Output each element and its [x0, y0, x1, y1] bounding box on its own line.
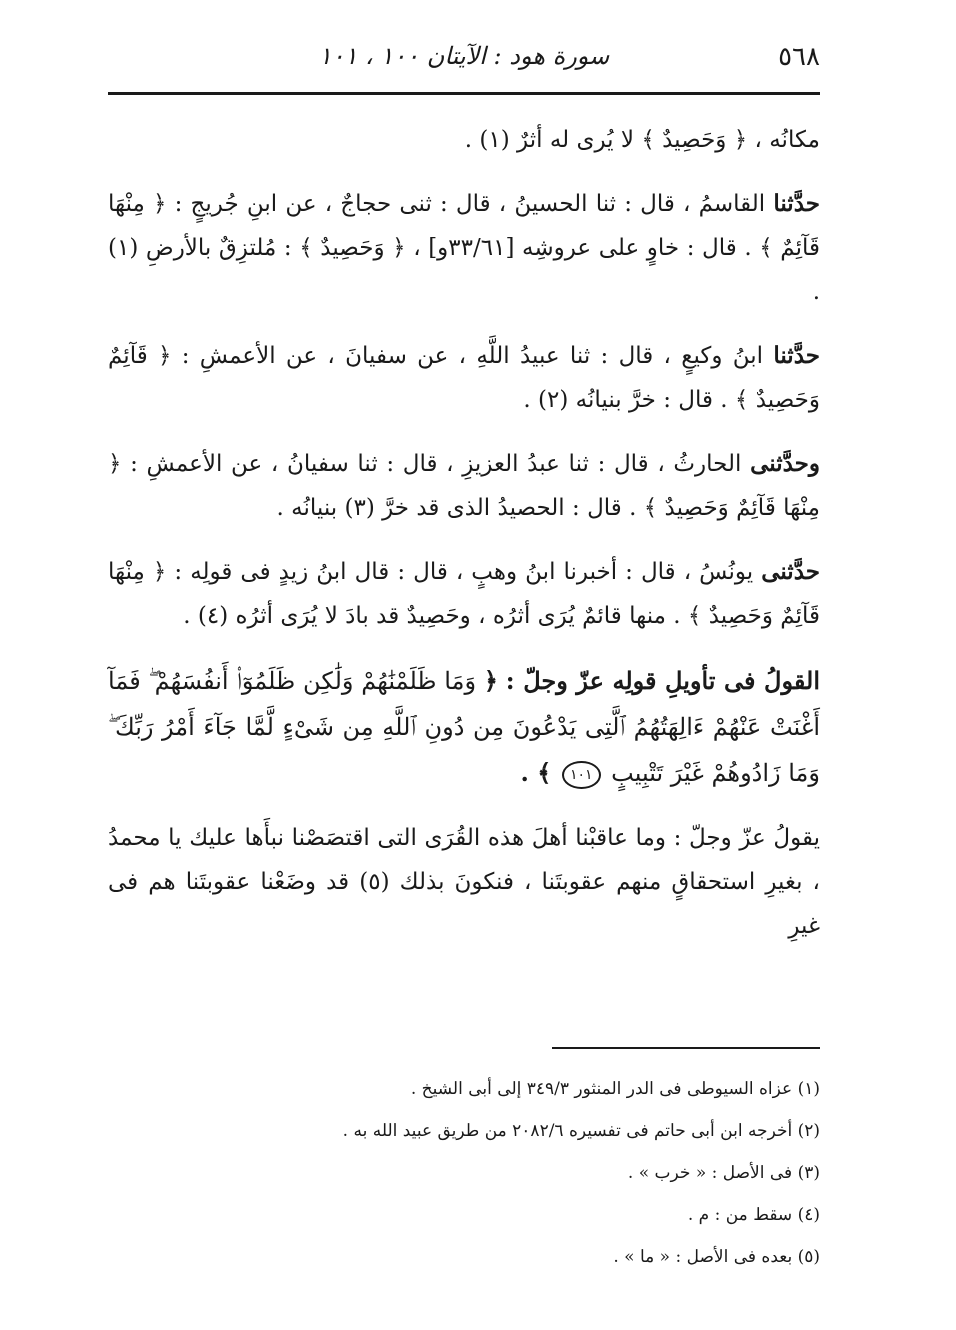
footnotes — [108, 1068, 820, 1278]
footnote-rule — [552, 1047, 820, 1049]
footnote-4: (٤) سقط من : م . — [687, 1205, 820, 1225]
page-number: ٥٦٨ — [778, 42, 820, 72]
quran-section-heading: القولُ فى تأويلِ قولِه عزّ وجلّ : — [505, 666, 821, 695]
running-head: سورة هود : الآيتان ١٠٠ ، ١٠١ — [318, 42, 610, 70]
close-ornate-bracket: ﴾ . — [520, 758, 552, 787]
page-header — [108, 36, 820, 86]
paragraph-text: يونُسُ ، قال : أخبرنا ابنُ وهبٍ ، قال : قال ابنُ زيدٍ فى قولِه : ﴿ مِنْهَا قَآئِمٌ وَحَصِيدٌ ﴾ . منها قائمٌ يُرَى أثرُه ، وحَصِيدٌ قد بادَ لا يُرَى أثرُه (٤) . — [108, 559, 820, 629]
commentary-text: يقولُ عزّ وجلّ : وما عاقبْنا أهلَ هذه القُرَى التى اقتصَصْنا نبأَها عليك يا محمدُ ، بغيرِ استحقاقٍ منهم عقوبتَنا ، فنكونَ بذلك (٥) قد وضَعْنا عقوبتَنا هم فى غيرِ — [108, 825, 820, 939]
quran-verse-section — [108, 658, 820, 796]
paragraph-text: ابنُ وكيعٍ ، قال : ثنا عبيدُ اللَّهِ ، عن سفيانَ ، عن الأعمشِ : ﴿ قَآئِمٌ وَحَصِيدٌ ﴾ . قال : خرَّ بنيانُه (٢) . — [108, 343, 820, 413]
footnote-5: (٥) بعده فى الأصل : « ما » . — [613, 1247, 820, 1267]
footnote-2: (٢) أخرجه ابن أبى حاتم فى تفسيره ٢٠٨٢/٦ من طريق عبيد الله به . — [342, 1121, 820, 1141]
paragraph-lead: وحدَّثنى — [750, 450, 820, 477]
commentary-paragraph — [108, 816, 820, 948]
quran-verse: وَمَا ظَلَمْنَٰهُمْ وَلَٰكِن ظَلَمُوٓا۟ أَنفُسَهُمْ ۖ فَمَآ أَغْنَتْ عَنْهُمْ ءَالِهَتُهُمُ ٱلَّتِى يَدْعُونَ مِن دُونِ ٱللَّهِ مِن شَىْءٍ لَّمَّا جَآءَ أَمْرُ رَبِّكَ ۖ وَمَا زَادُوهُمْ غَيْرَ تَتْبِيبٍ — [108, 667, 820, 787]
paragraph-lead: حدَّثنا — [773, 342, 820, 369]
paragraph-1 — [108, 118, 820, 162]
open-ornate-bracket: ﴿ — [483, 666, 498, 695]
paragraph-text: القاسمُ ، قال : ثنا الحسينُ ، قال : ثنى حجاجٌ ، عن ابنِ جُريجٍ : ﴿ مِنْهَا قَآئِمٌ ﴾ . قال : خاوٍ على عروشِه [٣٣/٦١و] ، ﴿ وَحَصِيدٌ ﴾ : مُلتزِقٌ بالأرضِ (١) . — [108, 191, 820, 305]
paragraph-3 — [108, 334, 820, 422]
footnote-3: (٣) فى الأصل : « خرب » . — [627, 1163, 820, 1183]
main-text — [108, 118, 820, 968]
paragraph-2 — [108, 182, 820, 314]
paragraph-5 — [108, 550, 820, 638]
header-rule — [108, 92, 820, 95]
paragraph-4 — [108, 442, 820, 530]
footnote-1: (١) عزاه السيوطى فى الدر المنثور ٣٤٩/٣ إلى أبى الشيخ . — [410, 1079, 820, 1099]
paragraph-text: مكانُه ، ﴿ وَحَصِيدٌ ﴾ لا يُرى له أثرٌ (١) . — [464, 127, 820, 153]
paragraph-lead: حدَّثنا — [773, 190, 820, 217]
paragraph-text: الحارثُ ، قال : ثنا عبدُ العزيزِ ، قال : ثنا سفيانُ ، عن الأعمشِ : ﴿ مِنْهَا قَآئِمٌ وَحَصِيدٌ ﴾ . قال : الحصيدُ الذى قد خرَّ (٣) بنيانُه . — [108, 451, 820, 521]
ayah-number-medallion: ١٠١ — [562, 761, 601, 789]
paragraph-lead: حدَّثنى — [761, 558, 820, 585]
